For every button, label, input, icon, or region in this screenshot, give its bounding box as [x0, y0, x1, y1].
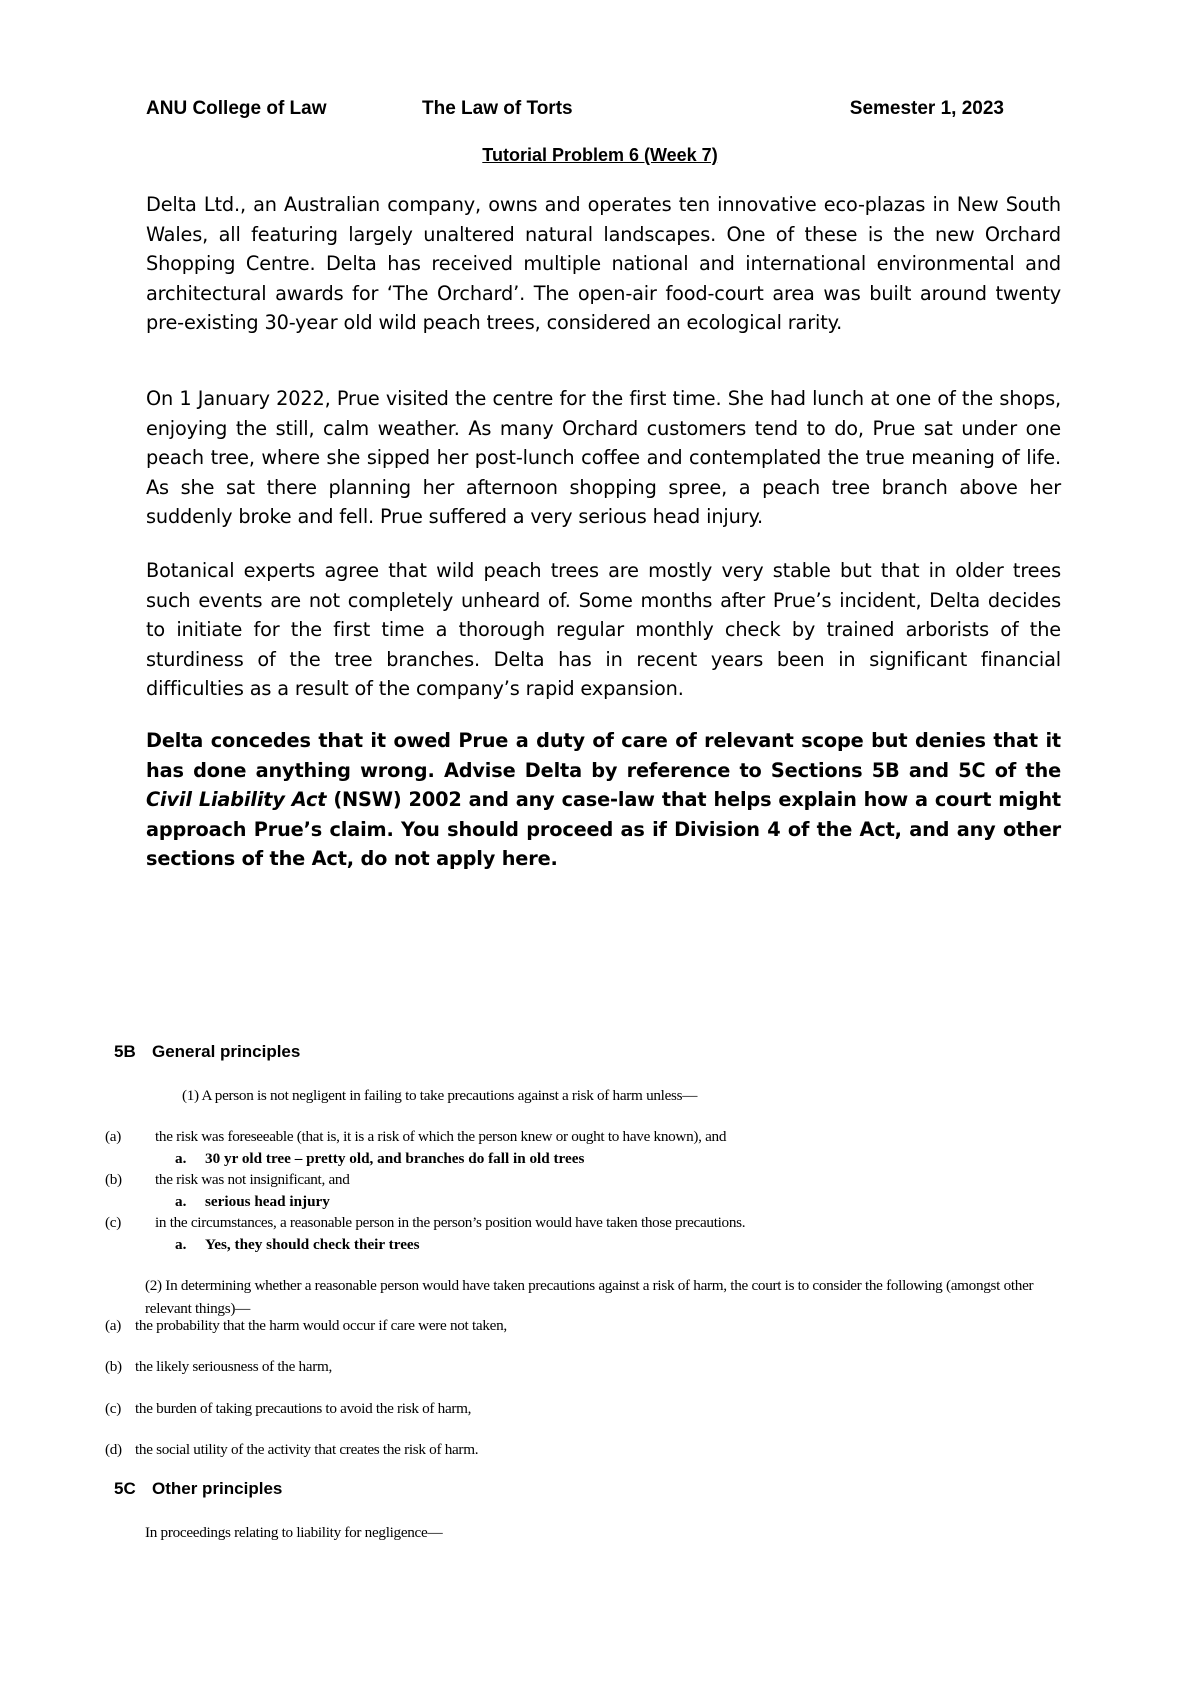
list-item — [105, 1358, 332, 1376]
annotation-note — [175, 1236, 420, 1254]
list-item — [105, 1441, 478, 1459]
item-text: the burden of taking precautions to avoid the risk of harm, — [135, 1400, 472, 1417]
item-text: the likely seriousness of the harm, — [135, 1358, 333, 1375]
section-5b-subsection-1: (1) A person is not negligent in failing to take precautions against a risk of harm unless— — [182, 1087, 698, 1104]
list-item — [105, 1128, 726, 1146]
list-item — [105, 1214, 745, 1232]
section-5b-heading — [114, 1042, 300, 1062]
item-text: the probability that the harm would occur if care were not taken, — [135, 1317, 507, 1334]
section-number: 5B — [114, 1042, 136, 1061]
note-text: Yes, they should check their trees — [205, 1236, 420, 1253]
note-text: serious head injury — [205, 1193, 330, 1210]
header-institution: ANU College of Law — [146, 98, 327, 119]
paragraph-facts-2: On 1 January 2022, Prue visited the centre for the first time. She had lunch at one of the shops, enjoying the still, calm weather. As many Orchard customers tend to do, Prue sat under one peach tree, where she sipped her post-lunch coffee and contemplated the true meaning of life. As she sat there planning her afternoon shopping spree, a peach tree branch above her suddenly broke and fell. Prue suffered a very serious head injury. — [146, 387, 1061, 529]
question-text-a: Delta concedes that it owed Prue a duty of care of relevant scope but denies that it has done anything wrong. Advise Delta by reference to Sections 5B and 5C of the — [146, 729, 1061, 782]
annotation-note — [175, 1150, 584, 1168]
list-item — [105, 1317, 507, 1335]
note-label: a. — [175, 1150, 187, 1167]
item-label: (b) — [105, 1171, 122, 1188]
item-label: (d) — [105, 1441, 122, 1458]
item-text: the social utility of the activity that creates the risk of harm. — [135, 1441, 479, 1458]
header-course: The Law of Torts — [422, 98, 573, 119]
item-label: (a) — [105, 1128, 121, 1145]
item-label: (c) — [105, 1400, 121, 1417]
paragraph-facts-3: Botanical experts agree that wild peach trees are mostly very stable but that in older trees such events are not completely unheard of. Some months after Prue’s incident, Delta decides to initiate for the first time a thorough regular monthly check by trained arborists of the sturdiness of the tree branches. Delta has in recent years been in significant financial difficulties as a result of the company’s rapid expansion. — [146, 559, 1061, 701]
act-title: Civil Liability Act — [146, 788, 327, 812]
paragraph-facts-1: Delta Ltd., an Australian company, owns and operates ten innovative eco-plazas in New South Wales, all featuring largely unaltered natural landscapes. One of these is the new Orchard Shopping Centre. Delta has received multiple national and international environmental and architectural awards for ‘The Orchard’. The open-air food-court area was built around twenty pre-existing 30-year old wild peach trees, considered an ecological rarity. — [146, 193, 1061, 335]
annotation-note — [175, 1193, 330, 1211]
section-number: 5C — [114, 1479, 136, 1498]
header-semester: Semester 1, 2023 — [849, 98, 1004, 119]
item-label: (c) — [105, 1214, 121, 1231]
list-item — [105, 1171, 350, 1189]
paragraph-question — [146, 726, 1061, 874]
note-label: a. — [175, 1236, 187, 1253]
item-text: the risk was not insignificant, and — [155, 1171, 350, 1188]
section-title: Other principles — [152, 1479, 283, 1498]
item-text: in the circumstances, a reasonable person in the person’s position would have taken those precautions. — [155, 1214, 746, 1231]
section-title: General principles — [152, 1042, 301, 1061]
list-item — [105, 1400, 471, 1418]
section-5b-subsection-2: (2) In determining whether a reasonable person would have taken precautions against a risk of harm, the court is to consider the following (amongst other relevant things)— — [145, 1277, 1034, 1317]
document-header — [146, 98, 1004, 126]
section-5c-intro: In proceedings relating to liability for negligence— — [145, 1524, 443, 1541]
note-label: a. — [175, 1193, 187, 1210]
item-label: (a) — [105, 1317, 121, 1334]
section-5c-heading — [114, 1479, 282, 1499]
item-text: the risk was foreseeable (that is, it is a risk of which the person knew or ought to have known), and — [155, 1128, 727, 1145]
note-text: 30 yr old tree – pretty old, and branches do fall in old trees — [205, 1150, 585, 1167]
question-text-b: (NSW) 2002 and any case-law that helps explain how a court might approach Prue’s claim. You should proceed as if Division 4 of the Act, and any other sections of the Act, do not apply here. — [146, 788, 1061, 871]
problem-title: Tutorial Problem 6 (Week 7) — [482, 145, 718, 165]
item-label: (b) — [105, 1358, 122, 1375]
